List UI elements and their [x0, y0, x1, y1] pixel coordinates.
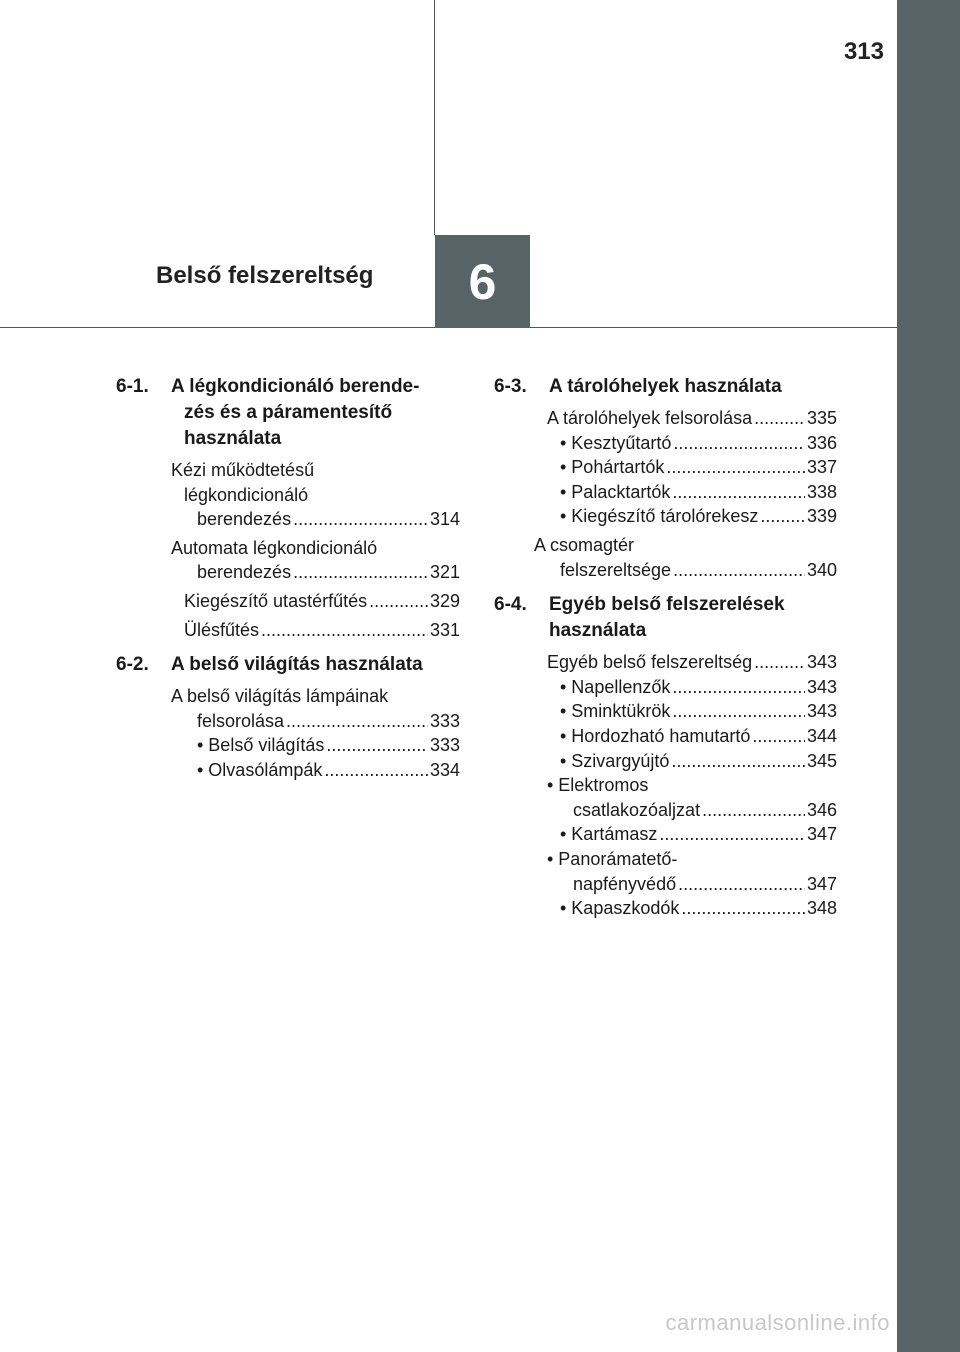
page-ref: 336 [806, 432, 837, 453]
page-ref: 338 [806, 481, 837, 502]
toc-entry[interactable]: Ülésfűtés ..... 331 [116, 618, 460, 643]
toc-left-column [116, 374, 460, 783]
page-ref: 346 [806, 799, 837, 820]
toc-entry[interactable]: Egyéb belső felszereltség ..... 343 [494, 650, 837, 675]
toc-entry[interactable]: A csomagtér felszereltsége ..... 340 [494, 533, 837, 582]
section-heading[interactable]: 6-3. A tárolóhelyek használata [494, 374, 837, 400]
header-divider-vertical [434, 0, 435, 235]
toc-entry[interactable]: • Pohártartók ..... 337 [494, 455, 837, 480]
section-number: 6-3. [494, 376, 527, 397]
toc-entry[interactable]: • Kesztyűtartó ..... 336 [494, 431, 837, 456]
page-number: 313 [843, 38, 884, 65]
toc-right-column [494, 374, 837, 921]
page-ref: 344 [806, 725, 837, 746]
toc-entry[interactable]: Kiegészítő utastérfűtés ..... 329 [116, 589, 460, 614]
page-ref: 334 [429, 759, 460, 780]
page-ref: 347 [806, 873, 837, 894]
chapter-number-badge: 6 [435, 235, 530, 328]
page-ref: 333 [429, 735, 460, 756]
toc-entry[interactable]: Automata légkondicionáló berendezés ..... 321 [116, 536, 460, 585]
section-number: 6-2. [116, 654, 149, 676]
toc-entry[interactable]: • Sminktükrök ..... 343 [494, 699, 837, 724]
toc-entry[interactable]: • Olvasólámpák ..... 334 [116, 758, 460, 783]
chapter-side-tab [897, 0, 960, 1352]
page-ref: 343 [806, 701, 837, 722]
toc-entry[interactable]: • Hordozható hamutartó ..... 344 [494, 724, 837, 749]
page-ref: 340 [806, 559, 837, 580]
section-heading[interactable]: 6-4. Egyéb belső felszerelések használata [494, 594, 785, 642]
page-ref: 345 [806, 750, 837, 771]
toc-entry[interactable]: A tárolóhelyek felsorolása ..... 335 [494, 406, 837, 431]
toc-entry[interactable]: • Panorámatető- napfényvédő ..... 347 [494, 847, 837, 896]
chapter-title: Belső felszereltség [156, 262, 374, 289]
page-ref: 329 [429, 590, 460, 611]
page-ref: 337 [806, 457, 837, 478]
page-ref: 331 [429, 619, 460, 640]
toc-entry[interactable]: • Kartámasz ..... 347 [494, 822, 837, 847]
toc-entry[interactable]: A belső világítás lámpáinak felsorolása ..... 333 [116, 684, 460, 733]
watermark: carmanualsonline.info [665, 1310, 890, 1335]
toc-entry[interactable]: • Elektromos csatlakozóaljzat ..... 346 [494, 773, 837, 822]
page-ref: 343 [806, 652, 837, 673]
section-heading[interactable]: 6-2. A belső világítás használata [116, 652, 460, 678]
page-ref: 314 [429, 509, 460, 530]
page-ref: 348 [806, 898, 837, 919]
section-heading[interactable]: 6-1. A légkondicionáló berende- zés és a páramentesítő használata [116, 376, 420, 449]
page-ref: 335 [806, 408, 837, 428]
toc-entry[interactable]: • Kiegészítő tárolórekesz ..... 339 [494, 504, 837, 529]
page-ref: 333 [429, 710, 460, 731]
section-number: 6-4. [494, 594, 527, 616]
toc-entry[interactable]: • Kapaszkodók ..... 348 [494, 896, 837, 921]
toc-entry[interactable]: • Palacktartók ..... 338 [494, 480, 837, 505]
page-ref: 347 [806, 824, 837, 845]
page-ref: 343 [806, 676, 837, 697]
page-ref: 321 [429, 562, 460, 583]
section-number: 6-1. [116, 376, 149, 397]
page-ref: 339 [806, 506, 837, 527]
toc-entry[interactable]: • Belső világítás ..... 333 [116, 733, 460, 758]
toc-entry[interactable]: Kézi működtetésű légkondicionáló berendezés ..... 314 [116, 458, 460, 532]
toc-entry[interactable]: • Napellenzők ..... 343 [494, 675, 837, 700]
toc-entry[interactable]: • Szivargyújtó ..... 345 [494, 749, 837, 774]
